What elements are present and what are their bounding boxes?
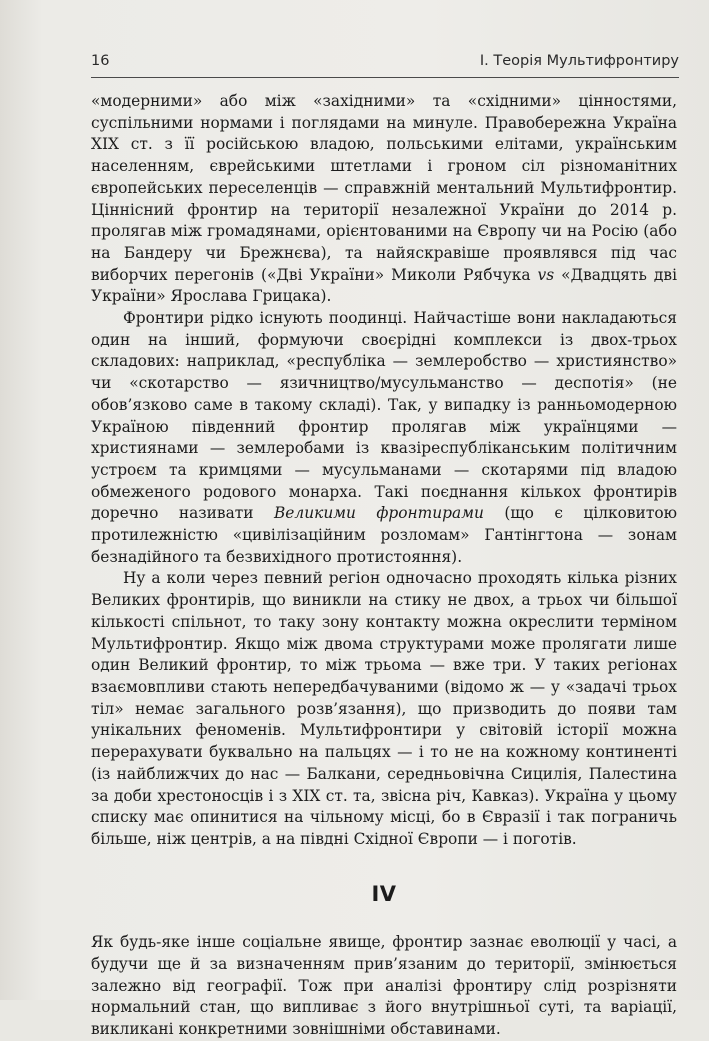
section-paragraph: Як будь-яке інше соціальне явище, фронтир зазнає еволюції у часі, а будучи ще й за визначенням прив’язаним до території, змінюється залежно від географії. Тож при аналізі фронтиру слід розрізняти нормальний стан, що випливає з його внутрішньої суті, та варіації, викликані конкретними зовнішніми обставинами. bbox=[91, 933, 677, 1039]
paragraph-1: «модерними» або між «західними» та «східними» цінностями, суспільними нормами і поглядами на минуле. Правобережна Україна XIX ст. з її російською владою, польськими елітами, українським населенням, єврейськими штетлами і гроном сіл різноманітних європейських переселенців — справжній ментальний Мультифронтир. Ціннісний фронтир на території незалежної України до 2014 р. пролягав між громадянами, орієнтованими на Європу чи на Росію (або на Бандеру чи Брежнєва), та найяскравіше проявлявся під час виборчих перегонів («Дві України» Миколи Рябчука vs «Двадцять дві України» Ярослава Грицака). bbox=[91, 92, 677, 306]
page-body bbox=[91, 91, 677, 1041]
page-number: 16 bbox=[91, 53, 110, 69]
section-heading: IV bbox=[371, 881, 397, 906]
paragraph-2: Фронтири рідко існують поодинці. Найчастіше вони накладаються один на інший, формуючи своєрідні комплекси із двох-трьох складових: наприклад, «республіка — землеробство — християнство» чи «скотарство — язичництво/мусульманство — деспотія» (не обов’язково саме в такому складі). Так, у випадку із ранньомодерною Україною південний фронтир пролягав між українцями — християнами — землеробами із квазіреспубліканським політичним устроєм та кримцями — мусульманами — скотарями під владою обмеженого родового монарха. Такі поєднання кількох фронтирів доречно називати Великими фронтирами (що є цілковитою протилежністю «цивілізаційним розломам» Гантінгтона — зонам безнадійного та безвихідного протистояння). bbox=[91, 309, 677, 566]
emphasis-great-frontiers: Великими фронтирами bbox=[274, 504, 484, 523]
paragraph-3: Ну а коли через певний регіон одночасно проходять кілька різних Великих фронтирів, що виникли на стику не двох, а трьох чи більшої кількості спільнот, то таку зону контакту можна окреслити терміном Мультифронтир. Якщо між двома структурами може пролягати лише один Великий фронтир, то між трьома — вже три. У таких регіонах взаємовпливи стають непередбачуваними (відомо ж — у «задачі трьох тіл» немає загального розв’язання), що призводить до появи там унікальних феноменів. Мультифронтири у світовій історії можна перерахувати буквально на пальцях — і то не на кожному континенті (із найближчих до нас — Балкани, середньовічна Сицилія, Палестина за доби хрестоносців і з XIX ст. та, звісна річ, Кавказ). Україна у цьому списку має опинитися на чільному місці, бо в Євразії і так пограничь більше, ніж центрів, а на півдні Східної Європи — і поготів. bbox=[91, 569, 677, 848]
page-header bbox=[91, 49, 679, 75]
running-head: I. Теорія Мультифронтиру bbox=[479, 53, 679, 69]
emphasis-vs: vs bbox=[537, 265, 555, 284]
header-rule bbox=[91, 77, 679, 78]
